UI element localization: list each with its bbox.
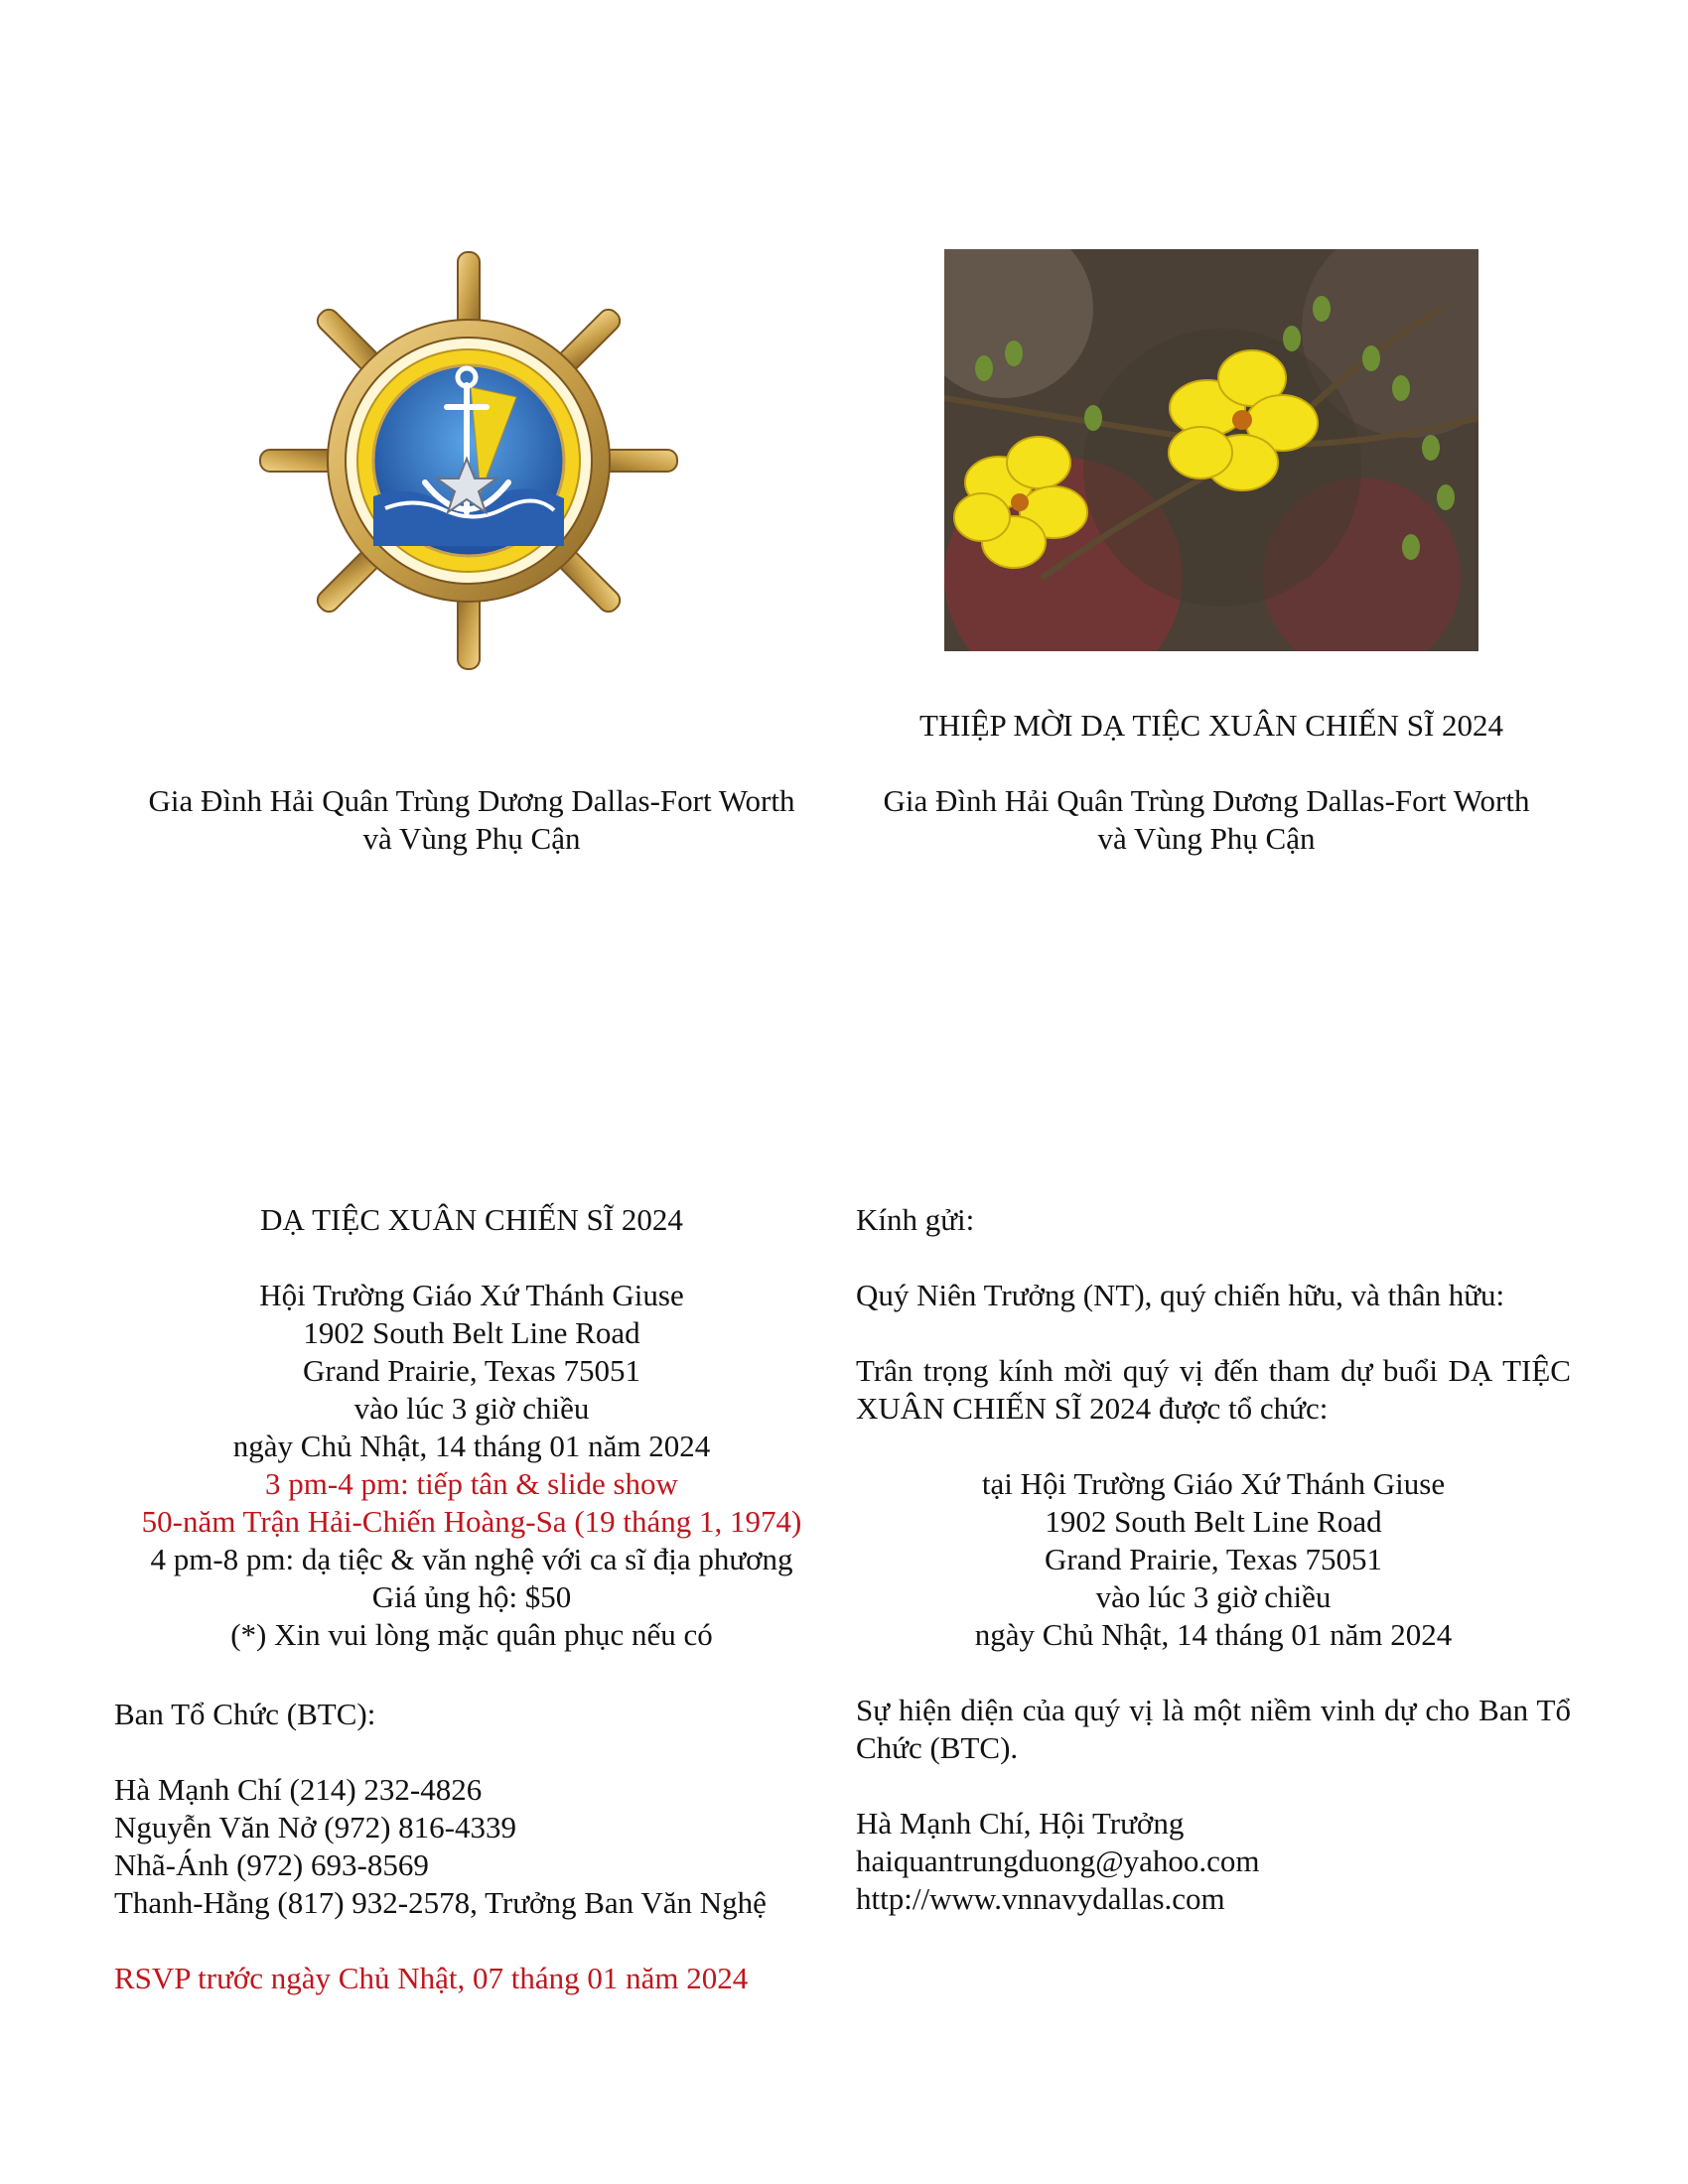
yellow-apricot-blossom-photo: [944, 249, 1478, 651]
letter-recipients: Quý Niên Trưởng (NT), quý chiến hữu, và thân hữu:: [856, 1278, 1505, 1312]
schedule-reception: 3 pm-4 pm: tiếp tân & slide show: [265, 1466, 678, 1501]
schedule-party: 4 pm-8 pm: dạ tiệc & văn nghệ với ca sĩ địa phương: [150, 1542, 793, 1576]
organization-name-line: Gia Đình Hải Quân Trùng Dương Dallas-Fort Worth: [148, 783, 795, 818]
letter-closing: Sự hiện diện của quý vị là một niềm vinh dự cho Ban Tổ Chức (BTC).: [856, 1693, 1571, 1765]
letter-date: ngày Chủ Nhật, 14 tháng 01 năm 2024: [974, 1617, 1453, 1652]
committee-member: Thanh-Hằng (817) 932-2578, Trưởng Ban Văn Nghệ: [114, 1885, 767, 1920]
event-street: 1902 South Belt Line Road: [303, 1315, 640, 1350]
organization-name-left: [99, 782, 844, 858]
letter-invitation: Trân trọng kính mời quý vị đến tham dự buổi DẠ TIỆC XUÂN CHIẾN SĨ 2024 được tổ chức:: [856, 1353, 1571, 1426]
letter-signature: Hà Mạnh Chí, Hội Trưởng: [856, 1806, 1185, 1841]
ship-wheel-anchor-emblem-icon: [256, 248, 681, 673]
event-city: Grand Prairie, Texas 75051: [303, 1353, 640, 1388]
website-link[interactable]: http://www.vnnavydallas.com: [856, 1881, 1225, 1916]
event-details: [79, 1201, 864, 1654]
event-venue: Hội Trường Giáo Xứ Thánh Giuse: [259, 1278, 684, 1312]
event-date: ngày Chủ Nhật, 14 tháng 01 năm 2024: [232, 1429, 711, 1463]
letter-city: Grand Prairie, Texas 75051: [1045, 1542, 1382, 1576]
letter-venue: tại Hội Trường Giáo Xứ Thánh Giuse: [981, 1466, 1446, 1501]
organization-name-line: Gia Đình Hải Quân Trùng Dương Dallas-Fort Worth: [883, 783, 1530, 818]
organizing-committee: [114, 1696, 869, 1997]
letter-salutation: Kính gửi:: [856, 1202, 975, 1237]
invitation-letter: [856, 1201, 1571, 1918]
contact-email-link[interactable]: haiquantrungduong@yahoo.com: [856, 1843, 1260, 1878]
committee-heading: Ban Tổ Chức (BTC):: [114, 1697, 376, 1731]
schedule-anniversary: 50-năm Trận Hải-Chiến Hoàng-Sa (19 tháng 1, 1974): [141, 1504, 802, 1539]
organization-name-right: [844, 782, 1569, 858]
organization-region-line: và Vùng Phụ Cận: [1097, 821, 1316, 856]
dress-code-note: (*) Xin vui lòng mặc quân phục nếu có: [230, 1617, 713, 1652]
event-time: vào lúc 3 giờ chiều: [353, 1391, 590, 1426]
rsvp-note: RSVP trước ngày Chủ Nhật, 07 tháng 01 năm 2024: [114, 1961, 749, 1995]
event-title: DẠ TIỆC XUÂN CHIẾN SĨ 2024: [260, 1202, 683, 1237]
committee-member: Nguyễn Văn Nở (972) 816-4339: [114, 1810, 516, 1844]
letter-venue-details: [856, 1465, 1571, 1654]
event-price: Giá ủng hộ: $50: [371, 1579, 572, 1614]
invitation-title: [854, 707, 1569, 745]
committee-member: Hà Mạnh Chí (214) 232-4826: [114, 1772, 483, 1807]
invitation-title-text: THIỆP MỜI DẠ TIỆC XUÂN CHIẾN SĨ 2024: [918, 708, 1504, 743]
letter-time: vào lúc 3 giờ chiều: [1095, 1579, 1332, 1614]
organization-region-line: và Vùng Phụ Cận: [362, 821, 581, 856]
committee-member: Nhã-Ánh (972) 693-8569: [114, 1847, 429, 1882]
letter-street: 1902 South Belt Line Road: [1045, 1504, 1382, 1539]
